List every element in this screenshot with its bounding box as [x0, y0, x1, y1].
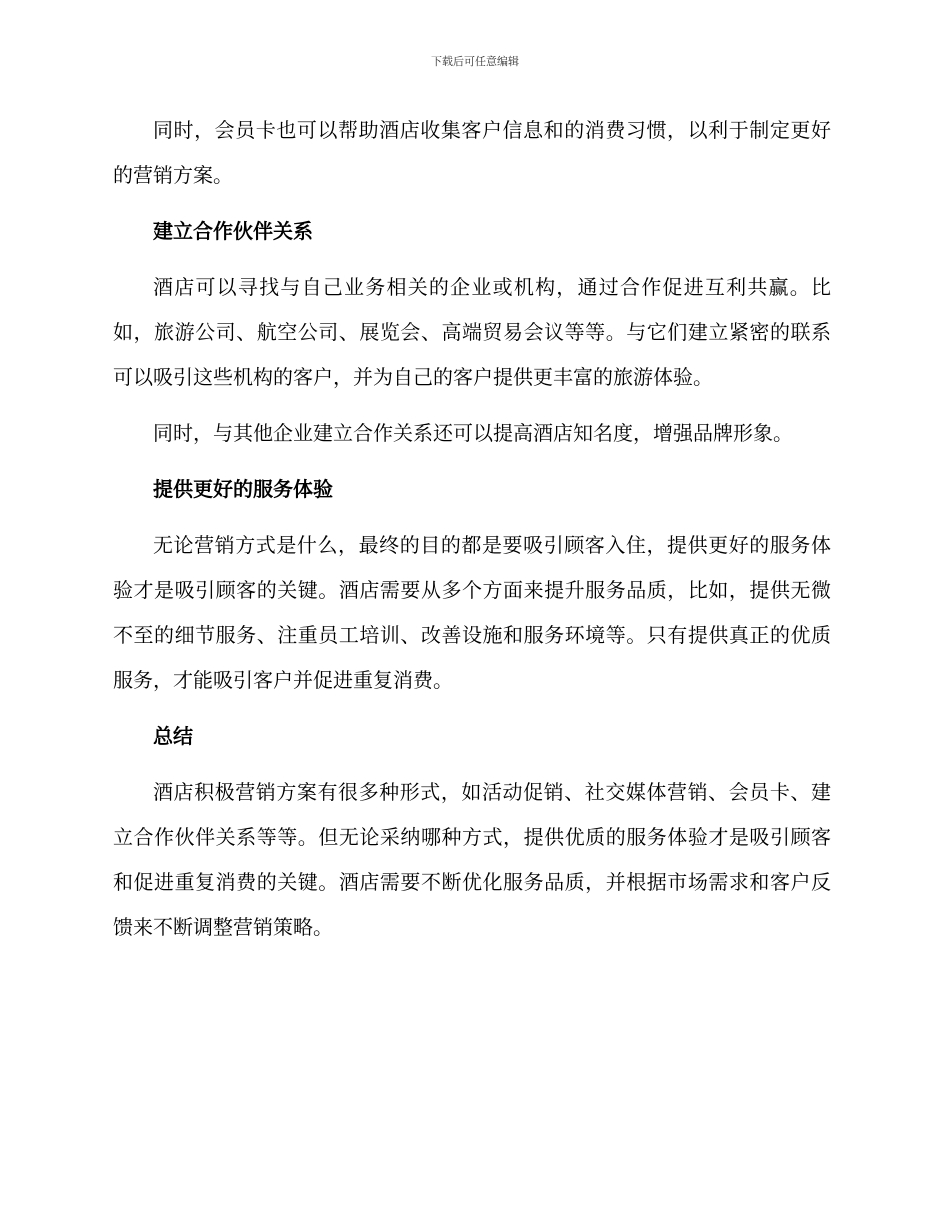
paragraph-membership-card: 同时，会员卡也可以帮助酒店收集客户信息和的消费习惯，以利于制定更好的营销方案。	[113, 118, 831, 187]
paragraph-brand-image: 同时，与其他企业建立合作关系还可以提高酒店知名度，增强品牌形象。	[153, 421, 793, 445]
heading-service-experience: 提供更好的服务体验	[153, 477, 333, 501]
heading-partnership: 建立合作伙伴关系	[153, 219, 313, 243]
heading-summary: 总结	[153, 724, 193, 748]
paragraph-service-experience: 无论营销方式是什么，最终的目的都是要吸引顾客入住，提供更好的服务体验才是吸引顾客的关键。酒店需要从多个方面来提升服务品质，比如，提供无微不至的细节服务、注重员工培训、改善设施和服务环境等。只有提供真正的优质服务，才能吸引客户并促进重复消费。	[113, 533, 831, 692]
paragraph-partnership: 酒店可以寻找与自己业务相关的企业或机构，通过合作促进互利共赢。比如，旅游公司、航空公司、展览会、高端贸易会议等等。与它们建立紧密的联系可以吸引这些机构的客户，并为自己的客户提供更丰富的旅游体验。	[113, 275, 831, 389]
page-header: 下载后可任意编辑	[431, 55, 519, 68]
document-body	[113, 108, 831, 950]
paragraph-summary: 酒店积极营销方案有很多种形式，如活动促销、社交媒体营销、会员卡、建立合作伙伴关系等等。但无论采纳哪种方式，提供优质的服务体验才是吸引顾客和促进重复消费的关键。酒店需要不断优化服务品质，并根据市场需求和客户反馈来不断调整营销策略。	[113, 780, 831, 939]
